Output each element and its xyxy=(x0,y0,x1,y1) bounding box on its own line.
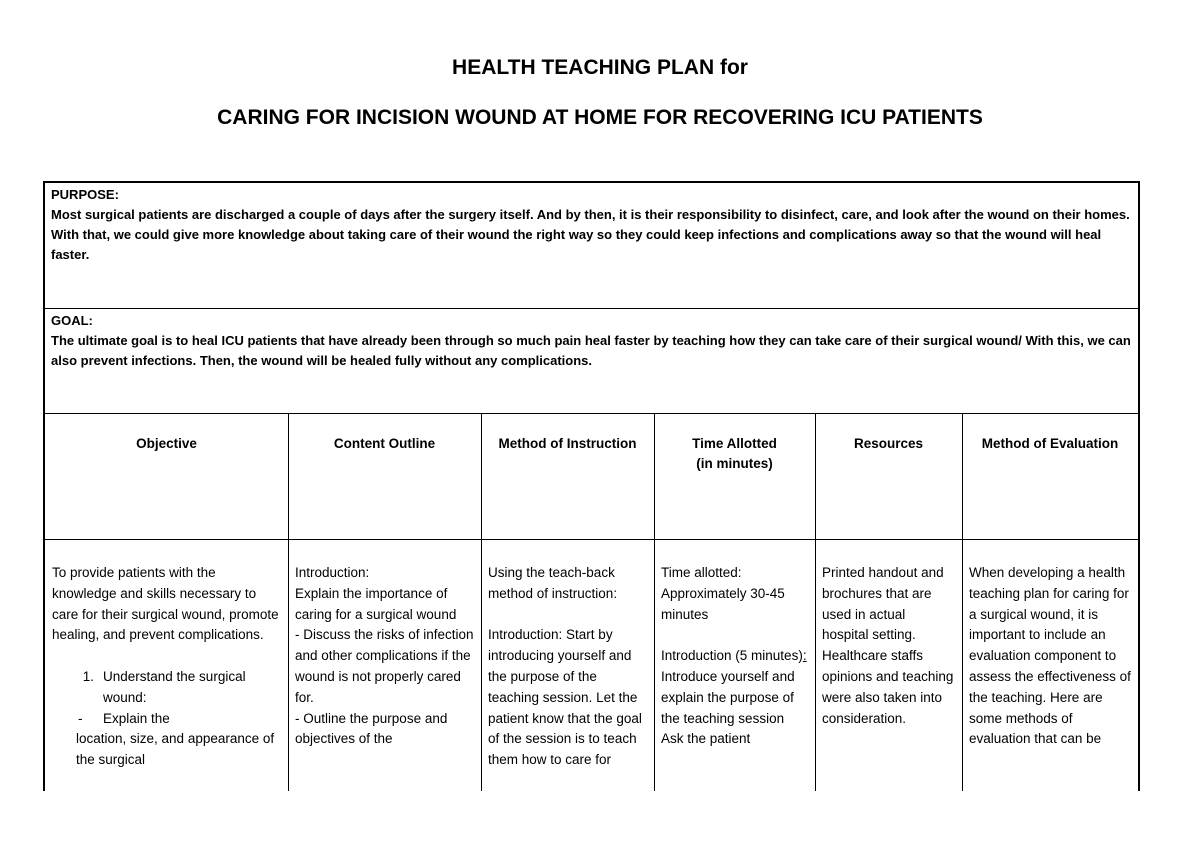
objective-intro: To provide patients with the knowledge and skills necessary to care for their surgical wound, promote healing, and prevent complications. xyxy=(52,565,279,643)
time-allotted-intro xyxy=(661,646,808,667)
content-outline-label: Introduction: xyxy=(295,565,370,580)
purpose-label: PURPOSE: xyxy=(51,187,119,202)
objective-subitem-continued: location, size, and appearance of the surgical xyxy=(76,731,275,768)
time-allotted-intro-label: Introduction (5 minutes) xyxy=(661,648,803,664)
cell-method-of-evaluation xyxy=(962,539,1138,791)
cell-method-of-instruction xyxy=(481,539,654,791)
time-allotted-line1: Time allotted: Approximately 30-45 minutes xyxy=(661,565,785,622)
document-title: HEALTH TEACHING PLAN for xyxy=(452,56,748,79)
goal-text: The ultimate goal is to heal ICU patients that have already been through so much pain heal faster by teaching how they can take care of their surgical wound/ With this, we can also prevent infections. Then, the wound will be healed fully without any complications. xyxy=(51,333,1131,368)
objective-item-1 xyxy=(52,667,281,709)
goal-section xyxy=(45,309,1138,413)
header-content-outline: Content Outline xyxy=(333,436,436,451)
header-method-of-evaluation: Method of Evaluation xyxy=(981,436,1119,451)
objective-item-1-number: 1. xyxy=(82,668,94,684)
header-time-allotted-line1: Time Allotted xyxy=(692,436,777,451)
cell-resources xyxy=(815,539,962,791)
objective-subitem xyxy=(52,709,281,730)
time-allotted-line3: Introduce yourself and explain the purpose of the teaching session Ask the patient xyxy=(661,668,795,747)
content-outline-line3: - Outline the purpose and objectives of the xyxy=(295,710,448,747)
cell-time-allotted xyxy=(654,539,815,791)
cell-objective xyxy=(45,539,288,791)
resources-text: Printed handout and brochures that are used in actual hospital setting. Healthcare staffs opinions and teaching were also taken into consideration. xyxy=(822,565,954,726)
objective-item-1-text: Understand the surgical wound: xyxy=(103,668,246,705)
cell-content-outline xyxy=(288,539,481,791)
purpose-text: Most surgical patients are discharged a couple of days after the surgery itself. And by then, it is their responsibility to disinfect, care, and look after the wound on their homes. With that, we could give more knowledge about taking care of their wound the right way so they could keep infections and complications away so that the wound will heal faster. xyxy=(51,207,1130,262)
content-outline-line1: Explain the importance of caring for a surgical wound xyxy=(295,585,457,622)
document-subtitle: CARING FOR INCISION WOUND AT HOME FOR RECOVERING ICU PATIENTS xyxy=(217,106,983,129)
purpose-section xyxy=(45,183,1138,308)
header-method-of-instruction: Method of Instruction xyxy=(498,436,637,451)
header-objective: Objective xyxy=(136,436,197,451)
header-time-allotted-line2: (in minutes) xyxy=(696,456,773,471)
header-time-allotted xyxy=(654,413,815,539)
instruction-line1: Using the teach-back method of instruction: xyxy=(488,565,618,601)
content-outline-line2: - Discuss the risks of infection and other complications if the wound is not properly cared for. xyxy=(295,627,474,705)
header-resources: Resources xyxy=(853,436,924,451)
instruction-line2: Introduction: Start by introducing yourself and the purpose of the teaching session. Let the patient know that the goal of the session is to teach them how to care for xyxy=(488,627,642,768)
evaluation-text: When developing a health teaching plan for caring for a surgical wound, it is important to include an evaluation component to assess the effectiveness of the teaching. Here are some methods of evaluation that can be xyxy=(969,565,1131,747)
time-allotted-intro-colon: : xyxy=(802,648,807,664)
objective-subitem-dash: - xyxy=(78,710,83,726)
goal-label: GOAL: xyxy=(51,313,93,328)
objective-subitem-text: Explain the xyxy=(103,710,170,726)
teaching-plan-table xyxy=(43,181,1140,791)
